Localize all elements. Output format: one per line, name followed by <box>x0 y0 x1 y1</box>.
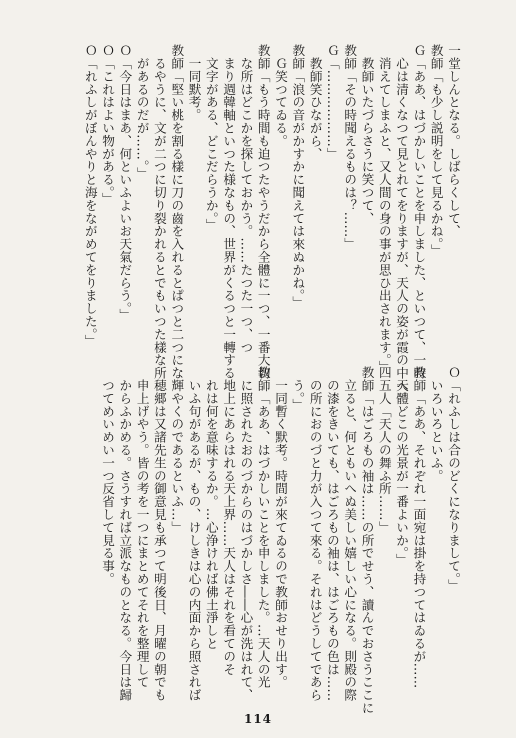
text-line: 天體どこの光景が一番よいか。」 <box>394 366 410 567</box>
text-line: 教師「浪の音がかすかに聞えては來ぬかね。」 <box>290 44 306 309</box>
text-line: Ｏ「れふしは合のどくになりまして。」 <box>446 366 461 592</box>
text-line: な所はどこかを探しておかう。……たつた一つ、つ <box>238 44 254 354</box>
upper-text-block <box>81 44 462 393</box>
text-line: 一同暫く默考。時間が來てゐるので教師おせり出す。 <box>273 366 289 689</box>
text-line: るやうに、文が二つに切り裂かれるとでもいつた樣な所 <box>151 44 167 380</box>
text-line: 教師「も少し説明をして見るかね。」 <box>428 44 444 257</box>
text-line: Ｏ「れふしがぼんやりと海をながめてをりました。」 <box>82 44 98 348</box>
text-line: まり週韓軸といつた様なもの、世界がくるつと一轉する <box>221 44 237 380</box>
text-line: Ｇ「ああ、はづかしいことを申しました、といつて、一時 <box>411 44 427 380</box>
text-line: 教師「堅い桃を割る樣に刀の齒を入れるとぱつと二つにな <box>169 44 185 380</box>
text-line: 申上げやう。皆の考を一つにまとめてそれを整理して <box>134 366 150 689</box>
text-line: に照されたおのづからのはづかしさ――心が洗はれて、 <box>238 366 254 702</box>
text-line: の漆をきいても、はごろもの袖は、はごろもの色は…… <box>324 366 340 702</box>
text-line: Ｏ「今日はまあ、何といふよいお天氣だらう。」 <box>117 44 133 322</box>
text-line: 教師「もう時間も迫つたやうだから全體に一つ、一番大切 <box>255 44 271 380</box>
text-line: いふ句があるが、もの、けしきは心の内面から照されば <box>186 366 202 702</box>
text-line: 教師「その時聞えるものは？……」 <box>342 44 358 251</box>
text-line: Ｏ「これはよい物がある。」 <box>100 44 116 206</box>
text-line: からふかめる。さうすれば立派なものとなる。今日は歸 <box>117 366 133 702</box>
text-line: 立ると、何ともいへぬ美しい嬉しい心になる。則殿の際 <box>342 366 358 702</box>
text-line: Ｇ笑つてゐる。 <box>273 44 289 148</box>
lower-text-block <box>99 366 462 715</box>
text-line: 穂郷は又諸先生の御意見も承つて明後日、月曜の朝でも <box>151 366 167 702</box>
text-line: 教師いたづらさうに笑つて、 <box>359 44 375 225</box>
page-number: 114 <box>243 712 273 726</box>
text-line: 心は清くなつて見とれてをりますが、天人の姿が霞の中へ <box>394 44 410 393</box>
text-line: 文字がある、どこだらうか。」 <box>203 44 219 232</box>
text-line: 輝やくのであるといふ…」 <box>169 366 185 534</box>
text-line: つてめいめい一つ反省して見る事。 <box>100 366 116 586</box>
text-line: 一堂しんとなる。しばらくして、 <box>446 44 461 238</box>
text-line: があるのだが……。」 <box>134 44 150 180</box>
text-line: 教師「はごろもの袖は……の所でせう、讀んでおさうここに <box>359 366 375 715</box>
text-line: 教師笑ひながら、 <box>307 44 323 161</box>
text-line: れは何を意味するか。…心浄ければ佛土淨しと <box>203 366 219 650</box>
text-line: いろいろといふ。 <box>428 366 444 483</box>
text-line: Ｇ「………………」 <box>324 44 340 161</box>
text-line: の所におのづと力が入つて來る。それはどうしてであら <box>307 366 323 702</box>
text-line: 一同默考。 <box>186 44 202 122</box>
text-line: 消えてしまふと、又人間の身の事が思ひ出されます。」 <box>376 44 392 374</box>
text-line: 教師「ああ、それぞれ一面宛は掛を持つてはゐるが…… <box>411 366 427 689</box>
text-line: 教師「ああ、はづかしいことを申しました。…天人の光 <box>255 366 271 689</box>
text-line: 四五人「天人の舞ふ所……」 <box>376 366 392 534</box>
text-line: う。」 <box>290 366 306 412</box>
text-line: 地上にあらはれる天上界……天人はそれを看てのそ <box>221 366 237 676</box>
